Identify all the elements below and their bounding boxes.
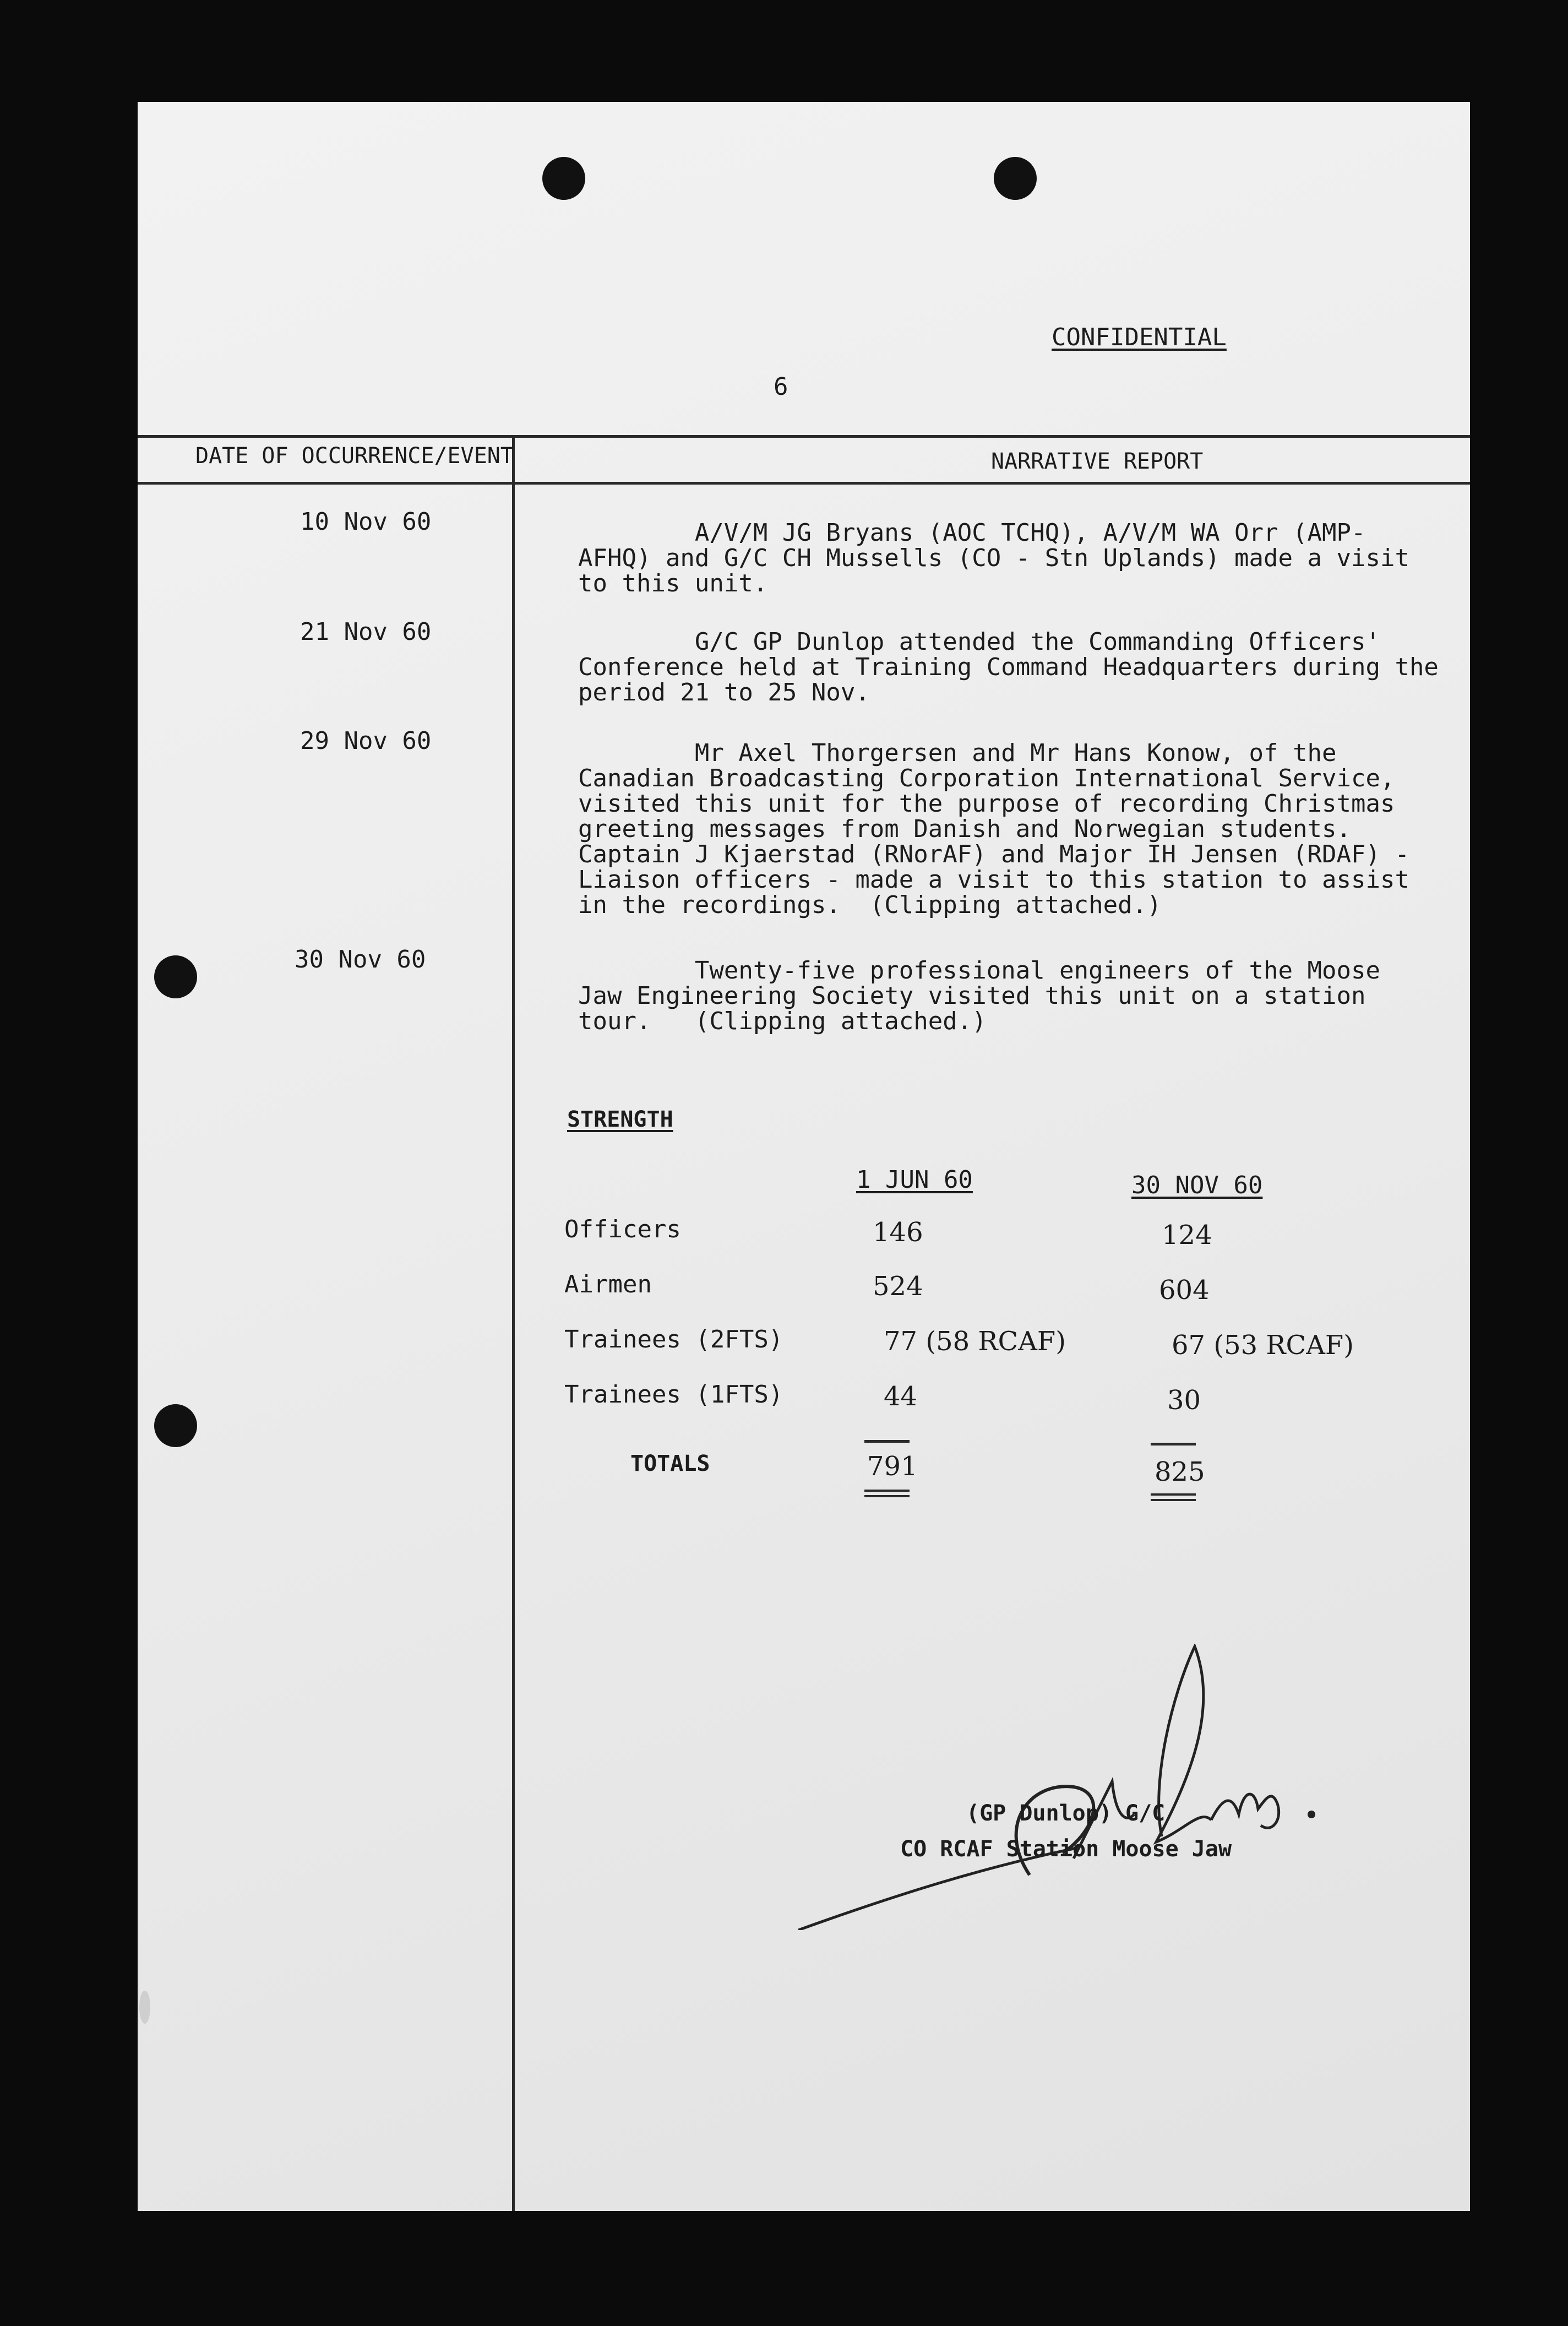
strength-value-nov: 30	[1167, 1385, 1201, 1416]
subtotal-rule-jun	[864, 1440, 910, 1443]
table-top-rule	[138, 435, 1470, 438]
column-header-narrative: NARRATIVE REPORT	[991, 449, 1204, 474]
totals-double-rule-nov	[1151, 1493, 1196, 1501]
entry-narrative-line: visited this unit for the purpose of recording Christmas	[578, 790, 1395, 818]
entry-date: 21 Nov 60	[300, 618, 432, 646]
classification-marking: CONFIDENTIAL	[1052, 323, 1227, 351]
strength-row-label: Trainees (1FTS)	[564, 1381, 783, 1409]
entry-narrative-line: period 21 to 25 Nov.	[578, 678, 870, 707]
entry-narrative-line: AFHQ) and G/C CH Mussells (CO - Stn Uplands) made a visit	[578, 544, 1409, 572]
strength-row-label: Officers	[564, 1215, 681, 1243]
strength-value-jun: 44	[884, 1381, 918, 1412]
punch-hole-top-right	[994, 157, 1037, 200]
entry-narrative-line: Canadian Broadcasting Corporation International Service,	[578, 764, 1395, 792]
strength-row-label: Trainees (2FTS)	[564, 1325, 783, 1354]
entry-narrative-line: greeting messages from Danish and Norwegian students.	[578, 815, 1351, 843]
strength-value-jun: 77 (58 RCAF)	[884, 1326, 1066, 1357]
entry-narrative-line: Mr Axel Thorgersen and Mr Hans Konow, of the	[578, 739, 1337, 767]
signature-name: (GP Dunlop) G/C	[966, 1801, 1166, 1826]
page-number: 6	[774, 373, 788, 401]
table-header-rule	[138, 482, 1470, 485]
totals-label: TOTALS	[630, 1451, 710, 1476]
column-header-date: DATE OF OCCURRENCE/EVENT	[195, 443, 514, 469]
entry-narrative-line: A/V/M JG Bryans (AOC TCHQ), A/V/M WA Orr (AMP-	[578, 519, 1366, 547]
punch-hole-left-upper	[154, 955, 197, 998]
strength-row-label: Airmen	[564, 1270, 652, 1298]
entry-narrative-line: G/C GP Dunlop attended the Commanding Officers'	[578, 628, 1380, 656]
entry-date: 30 Nov 60	[295, 945, 426, 974]
entry-narrative-line: in the recordings. (Clipping attached.)	[578, 891, 1162, 919]
strength-value-jun: 524	[873, 1271, 923, 1302]
totals-value-jun: 791	[867, 1451, 918, 1482]
strength-value-nov: 124	[1162, 1220, 1212, 1251]
entry-narrative-line: Liaison officers - made a visit to this station to assist	[578, 866, 1409, 894]
strength-value-nov: 67 (53 RCAF)	[1172, 1330, 1354, 1361]
strength-column-jun: 1 JUN 60	[856, 1166, 973, 1194]
entry-narrative-line: Captain J Kjaerstad (RNorAF) and Major IH Jensen (RDAF) -	[578, 840, 1409, 868]
punch-hole-left-lower	[154, 1404, 197, 1447]
handwritten-signature	[798, 1644, 1349, 1930]
strength-value-nov: 604	[1159, 1275, 1210, 1306]
signature-title: CO RCAF Station Moose Jaw	[900, 1836, 1232, 1862]
entry-narrative-line: tour. (Clipping attached.)	[578, 1007, 987, 1035]
strength-column-nov: 30 NOV 60	[1131, 1171, 1263, 1199]
subtotal-rule-nov	[1151, 1443, 1196, 1445]
entry-narrative-line: Jaw Engineering Society visited this unit on a station	[578, 982, 1366, 1010]
entry-narrative-line: Twenty-five professional engineers of the Moose	[578, 957, 1380, 985]
entry-date: 29 Nov 60	[300, 727, 432, 755]
entry-date: 10 Nov 60	[300, 508, 432, 536]
totals-double-rule-jun	[864, 1490, 910, 1497]
strength-value-jun: 146	[873, 1217, 923, 1248]
entry-narrative-line: to this unit.	[578, 569, 768, 597]
table-column-divider	[512, 435, 515, 2211]
document-page	[138, 102, 1470, 2211]
strength-heading: STRENGTH	[567, 1107, 673, 1132]
paper-speck	[139, 1991, 150, 2024]
totals-value-nov: 825	[1155, 1457, 1205, 1487]
entry-narrative-line: Conference held at Training Command Headquarters during the	[578, 653, 1439, 681]
punch-hole-top-left	[542, 157, 585, 200]
